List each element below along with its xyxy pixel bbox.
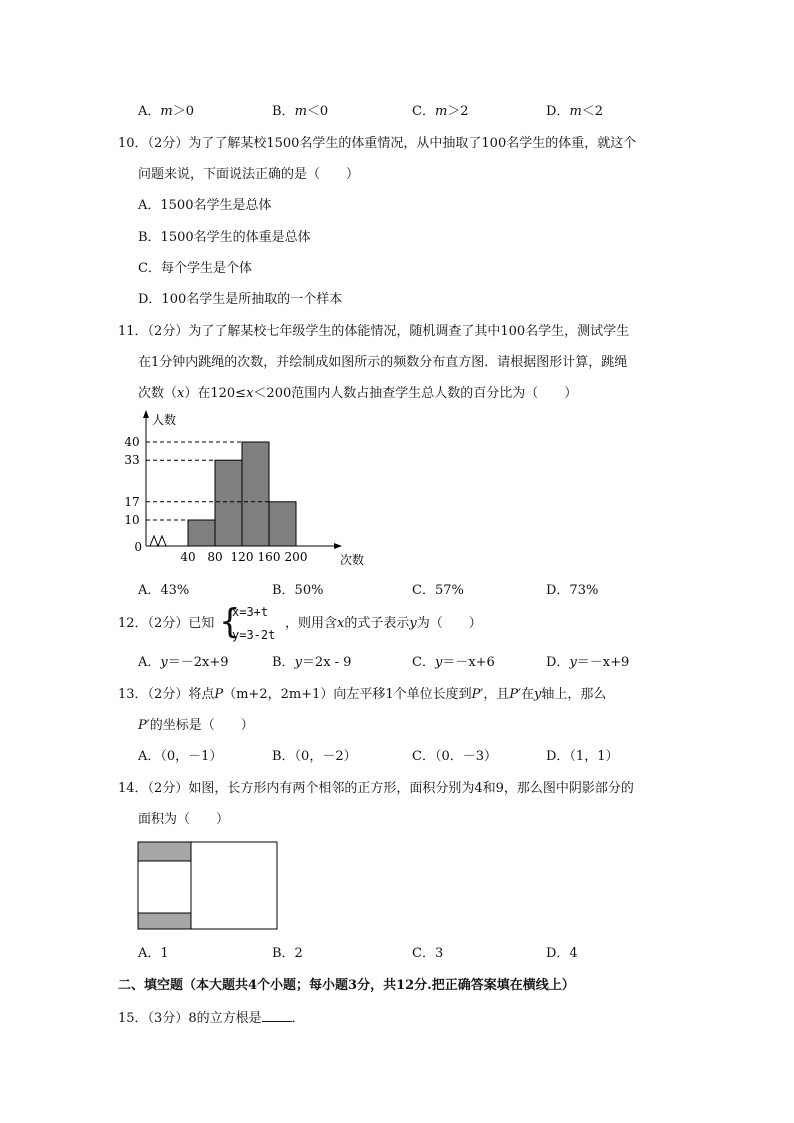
q12-stem-b: ，则用含x的式子表示y为（ ）: [285, 616, 482, 631]
q12-stem-a: 12．（2分）已知: [118, 616, 215, 631]
q11-option-a[interactable]: A．43%: [138, 583, 190, 598]
y-axis-arrow: [143, 410, 149, 418]
q11-stem-line2: 在1分钟内跳绳的次数，并绘制成如图所示的频数分布直方图．请根据图形计算，跳绳: [138, 355, 628, 370]
system-brace: {: [219, 602, 241, 642]
q11-stem-line1: 11．（2分）为了了解某校七年级学生的体能情况，随机调查了其中100名学生，测试学生: [118, 324, 630, 339]
x-axis-label: 次数: [339, 553, 365, 567]
q13-stem-line2: P′的坐标是（ ）: [138, 718, 254, 733]
q12-score: （2分）: [147, 616, 189, 631]
axis-break: [150, 536, 166, 546]
histogram-bar-1: [188, 520, 215, 546]
q10-score: （2分）: [147, 136, 189, 151]
q10-stem-line2: 问题来说，下面说法正确的是（ ）: [138, 167, 360, 182]
q13-score: （2分）: [147, 687, 189, 702]
rectangle-squares-figure: [137, 841, 279, 931]
q11-option-d[interactable]: D．73%: [546, 583, 599, 598]
q14-stem-line1: 14．（2分）如图，长方形内有两个相邻的正方形，面积分别为4和9，那么图中阴影部分的: [118, 781, 634, 796]
q14-score: （2分）: [147, 781, 189, 796]
q9-option-a[interactable]: A．m＞0: [138, 104, 194, 119]
q15-score: （3分）: [147, 1011, 189, 1026]
q12-number: 12．: [118, 616, 148, 631]
q14-number: 14．: [118, 781, 148, 796]
equation-y: y=3-2t: [232, 628, 276, 642]
shaded-region-bottom: [138, 913, 191, 929]
y-tick-label-10: 10: [124, 513, 140, 527]
q11-option-b[interactable]: B．50%: [272, 583, 324, 598]
q9-option-c[interactable]: C．m＞2: [412, 104, 469, 119]
q15-number: 15．: [118, 1011, 148, 1026]
q15-stem: 15．（3分）8的立方根是 ．: [118, 1011, 305, 1026]
q11-option-c[interactable]: C．57%: [412, 583, 464, 598]
x-tick-label-160: 160: [257, 550, 281, 564]
q11-number: 11．: [118, 324, 148, 339]
y-tick-label-17: 17: [124, 494, 140, 509]
origin-label: 0: [134, 540, 142, 554]
q13-number: 13．: [118, 687, 148, 702]
q12-option-d[interactable]: D．y＝－x+9: [546, 655, 630, 670]
histogram-bar-4: [269, 502, 296, 546]
y-axis-label: 人数: [152, 413, 177, 427]
section-title-fill-in: 二、填空题（本大题共4个小题；每小题3分，共12分.把正确答案填在横线上）: [118, 978, 575, 993]
q13-option-a[interactable]: A．（0，－1）: [138, 749, 223, 764]
q12-option-c[interactable]: C．y＝－x+6: [412, 655, 495, 670]
q9-option-b[interactable]: B．m＜0: [272, 104, 329, 119]
x-tick-label-80: 80: [207, 550, 223, 564]
q12-option-a[interactable]: A．y＝－2x+9: [138, 655, 229, 670]
histogram-chart: [124, 406, 370, 574]
q11-stem-line3: 次数（x）在120≤x＜200范围内人数占抽查学生总人数的百分比为（ ）: [138, 386, 578, 401]
var-m: m: [160, 104, 173, 119]
q13-option-c[interactable]: C．（0．－3）: [412, 749, 497, 764]
q13-option-d[interactable]: D．（1，1）: [546, 749, 619, 764]
x-tick-label-120: 120: [230, 550, 254, 564]
q10-number: 10．: [118, 136, 148, 151]
shaded-region-top: [138, 842, 191, 861]
y-tick-label-33: 33: [124, 453, 140, 468]
histogram-bar-3: [242, 442, 269, 546]
q10-option-b[interactable]: B．1500名学生的体重是总体: [138, 230, 311, 245]
q10-option-a[interactable]: A．1500名学生是总体: [138, 198, 272, 213]
q14-option-d[interactable]: D．4: [546, 946, 578, 961]
q13-option-b[interactable]: B．（0，－2）: [272, 749, 357, 764]
q14-option-c[interactable]: C．3: [412, 946, 444, 961]
q10-option-d[interactable]: D．100名学生是所抽取的一个样本: [138, 292, 343, 307]
x-tick-label-40: 40: [180, 550, 196, 564]
q11-score: （2分）: [147, 324, 189, 339]
q10-stem-line1: 10．（2分）为了了解某校1500名学生的体重情况，从中抽取了100名学生的体重，就这个: [118, 136, 637, 151]
q14-stem-line2: 面积为（ ）: [138, 812, 230, 827]
histogram-bar-2: [215, 460, 242, 546]
q13-stem-line1: 13．（2分）将点P（m+2，2m+1）向左平移1个单位长度到P′，且P′在y轴上，那么: [118, 687, 607, 702]
x-axis-arrow: [334, 543, 342, 549]
q14-option-b[interactable]: B．2: [272, 946, 303, 961]
q9-option-d[interactable]: D．m＜2: [546, 104, 604, 119]
answer-blank[interactable]: [262, 1009, 292, 1022]
y-tick-label-40: 40: [124, 435, 140, 449]
q10-option-c[interactable]: C．每个学生是个体: [138, 261, 252, 276]
x-tick-label-200: 200: [284, 550, 308, 564]
q12-option-b[interactable]: B．y＝2x - 9: [272, 655, 352, 670]
q14-option-a[interactable]: A．1: [138, 946, 169, 961]
equation-x: x=3+t: [232, 605, 269, 619]
